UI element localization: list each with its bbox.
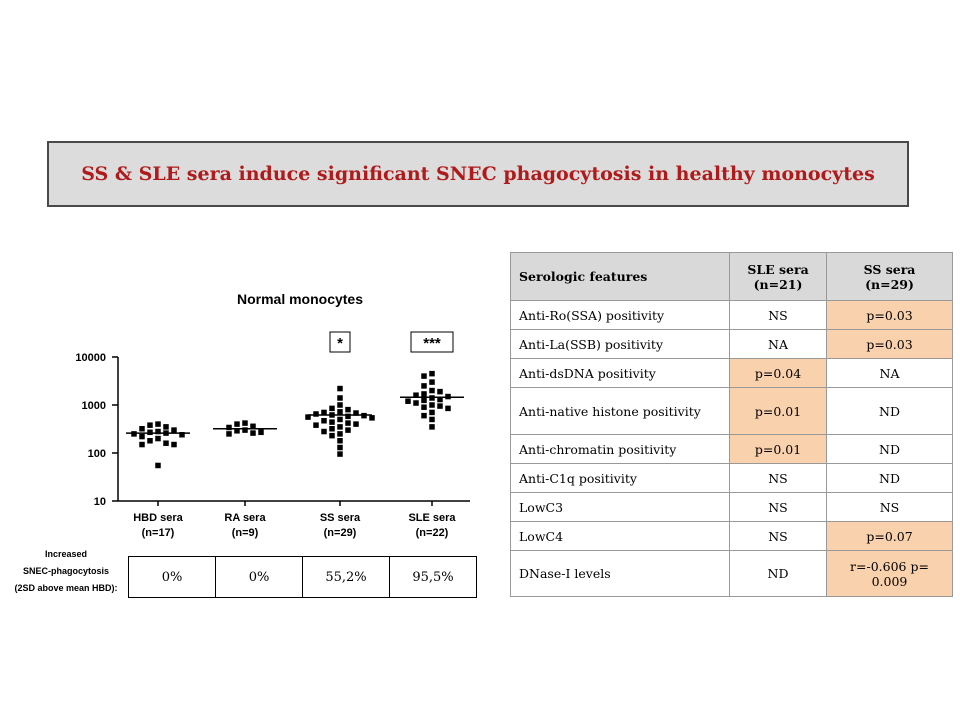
data-point — [147, 438, 153, 444]
data-point — [321, 429, 327, 435]
data-point — [345, 427, 351, 433]
serology-row — [511, 522, 953, 551]
increased-label-line-3: (2SD above mean HBD): — [14, 583, 118, 593]
data-point — [429, 371, 435, 377]
serology-ss-value: ND — [827, 388, 953, 435]
data-point — [139, 442, 145, 448]
percentage-sle: 95,5% — [390, 557, 477, 598]
y-tick-label: 1000 — [81, 400, 106, 412]
data-point — [155, 436, 161, 442]
data-point — [429, 402, 435, 408]
serology-ss-value: p=0.03 — [827, 330, 953, 359]
y-tick-label: 10 — [93, 496, 106, 508]
data-point — [429, 424, 435, 430]
scatter-chart — [0, 0, 500, 560]
data-point — [242, 420, 248, 426]
data-point — [337, 431, 343, 437]
serology-ss-value: ND — [827, 464, 953, 493]
significance-label: * — [337, 335, 343, 352]
serology-ss-value: NA — [827, 359, 953, 388]
data-point — [337, 386, 343, 392]
data-point — [429, 379, 435, 385]
data-point — [226, 431, 232, 437]
data-point — [353, 421, 359, 427]
data-point — [321, 418, 327, 424]
percentage-row — [129, 557, 477, 598]
serology-sle-value: p=0.04 — [730, 359, 827, 388]
x-category-label: HBD sera — [133, 512, 183, 524]
serology-row — [511, 359, 953, 388]
serology-sle-value: NS — [730, 522, 827, 551]
serology-table — [510, 252, 953, 597]
serology-feature: LowC3 — [511, 493, 730, 522]
data-point — [329, 406, 335, 412]
data-point — [337, 451, 343, 457]
header-ss-sera: SS sera (n=29) — [827, 253, 953, 301]
data-point — [437, 403, 443, 409]
data-point — [139, 426, 145, 432]
serology-sle-value: p=0.01 — [730, 435, 827, 464]
data-point — [313, 422, 319, 428]
x-category-label: SLE sera — [408, 512, 456, 524]
serology-feature: Anti-native histone positivity — [511, 388, 730, 435]
serology-feature: Anti-Ro(SSA) positivity — [511, 301, 730, 330]
data-point — [429, 417, 435, 423]
y-tick-label: 100 — [87, 448, 106, 460]
data-point — [171, 442, 177, 448]
increased-label-line-1: Increased — [44, 549, 88, 559]
serology-sle-value: NS — [730, 493, 827, 522]
serology-feature: DNase-I levels — [511, 551, 730, 597]
data-point — [139, 434, 145, 440]
data-point — [337, 445, 343, 451]
serology-sle-value: ND — [730, 551, 827, 597]
serology-header-row — [511, 253, 953, 301]
data-point — [421, 413, 427, 419]
serology-feature: Anti-chromatin positivity — [511, 435, 730, 464]
serology-row — [511, 464, 953, 493]
data-point — [337, 402, 343, 408]
serology-sle-value: p=0.01 — [730, 388, 827, 435]
increased-label-line-2: SNEC-phagocytosis — [22, 566, 109, 576]
significance-label: *** — [423, 335, 441, 352]
data-point — [171, 427, 177, 433]
data-point — [429, 410, 435, 416]
data-point — [421, 398, 427, 404]
serology-row — [511, 330, 953, 359]
x-category-label: SS sera — [319, 512, 361, 524]
serology-feature: Anti-C1q positivity — [511, 464, 730, 493]
serology-sle-value: NA — [730, 330, 827, 359]
data-point — [421, 383, 427, 389]
serology-ss-value: p=0.03 — [827, 301, 953, 330]
percentage-ss: 55,2% — [303, 557, 390, 598]
percentage-ra: 0% — [216, 557, 303, 598]
data-point — [313, 411, 319, 417]
percentage-table — [128, 556, 477, 598]
serology-feature: Anti-La(SSB) positivity — [511, 330, 730, 359]
serology-feature: Anti-dsDNA positivity — [511, 359, 730, 388]
data-point — [337, 395, 343, 401]
data-point — [369, 415, 375, 421]
serology-row — [511, 493, 953, 522]
header-sle-sera: SLE sera (n=21) — [730, 253, 827, 301]
data-point — [405, 398, 411, 404]
increased-phagocytosis-label — [4, 546, 128, 597]
x-category-n-label: (n=29) — [323, 527, 357, 539]
serology-sle-value: NS — [730, 301, 827, 330]
y-tick-label: 10000 — [75, 352, 106, 364]
serology-row — [511, 388, 953, 435]
data-point — [329, 419, 335, 425]
data-point — [234, 421, 240, 427]
serology-feature: LowC4 — [511, 522, 730, 551]
x-category-n-label: (n=17) — [141, 527, 175, 539]
data-point — [413, 400, 419, 406]
data-point — [445, 406, 451, 412]
data-point — [437, 389, 443, 395]
data-point — [147, 430, 153, 436]
data-point — [337, 409, 343, 415]
data-point — [421, 391, 427, 397]
data-point — [163, 440, 169, 446]
data-point — [345, 407, 351, 413]
data-point — [421, 404, 427, 410]
data-point — [337, 417, 343, 423]
x-category-n-label: (n=22) — [415, 527, 449, 539]
serology-ss-value: r=-0.606 p= 0.009 — [827, 551, 953, 597]
x-category-n-label: (n=9) — [231, 527, 259, 539]
serology-ss-value: ND — [827, 435, 953, 464]
x-category-label: RA sera — [224, 512, 266, 524]
data-point — [421, 373, 427, 379]
chart-title: Normal monocytes — [236, 291, 364, 307]
data-point — [258, 430, 264, 436]
data-point — [337, 424, 343, 430]
data-point — [131, 431, 137, 437]
data-point — [345, 420, 351, 426]
data-point — [329, 433, 335, 439]
slide-title: SS & SLE sera induce significant SNEC phagocytosis in healthy monocytes — [81, 163, 875, 185]
serology-ss-value: NS — [827, 493, 953, 522]
data-point — [155, 421, 161, 427]
data-point — [329, 426, 335, 432]
serology-row — [511, 435, 953, 464]
data-point — [147, 422, 153, 428]
data-point — [429, 388, 435, 394]
header-serologic-features: Serologic features — [511, 253, 730, 301]
serology-sle-value: NS — [730, 464, 827, 493]
data-point — [163, 424, 169, 430]
serology-row — [511, 301, 953, 330]
data-point — [155, 463, 161, 469]
data-point — [337, 438, 343, 444]
serology-ss-value: p=0.07 — [827, 522, 953, 551]
percentage-hbd: 0% — [129, 557, 216, 598]
serology-row — [511, 551, 953, 597]
data-point — [250, 430, 256, 436]
